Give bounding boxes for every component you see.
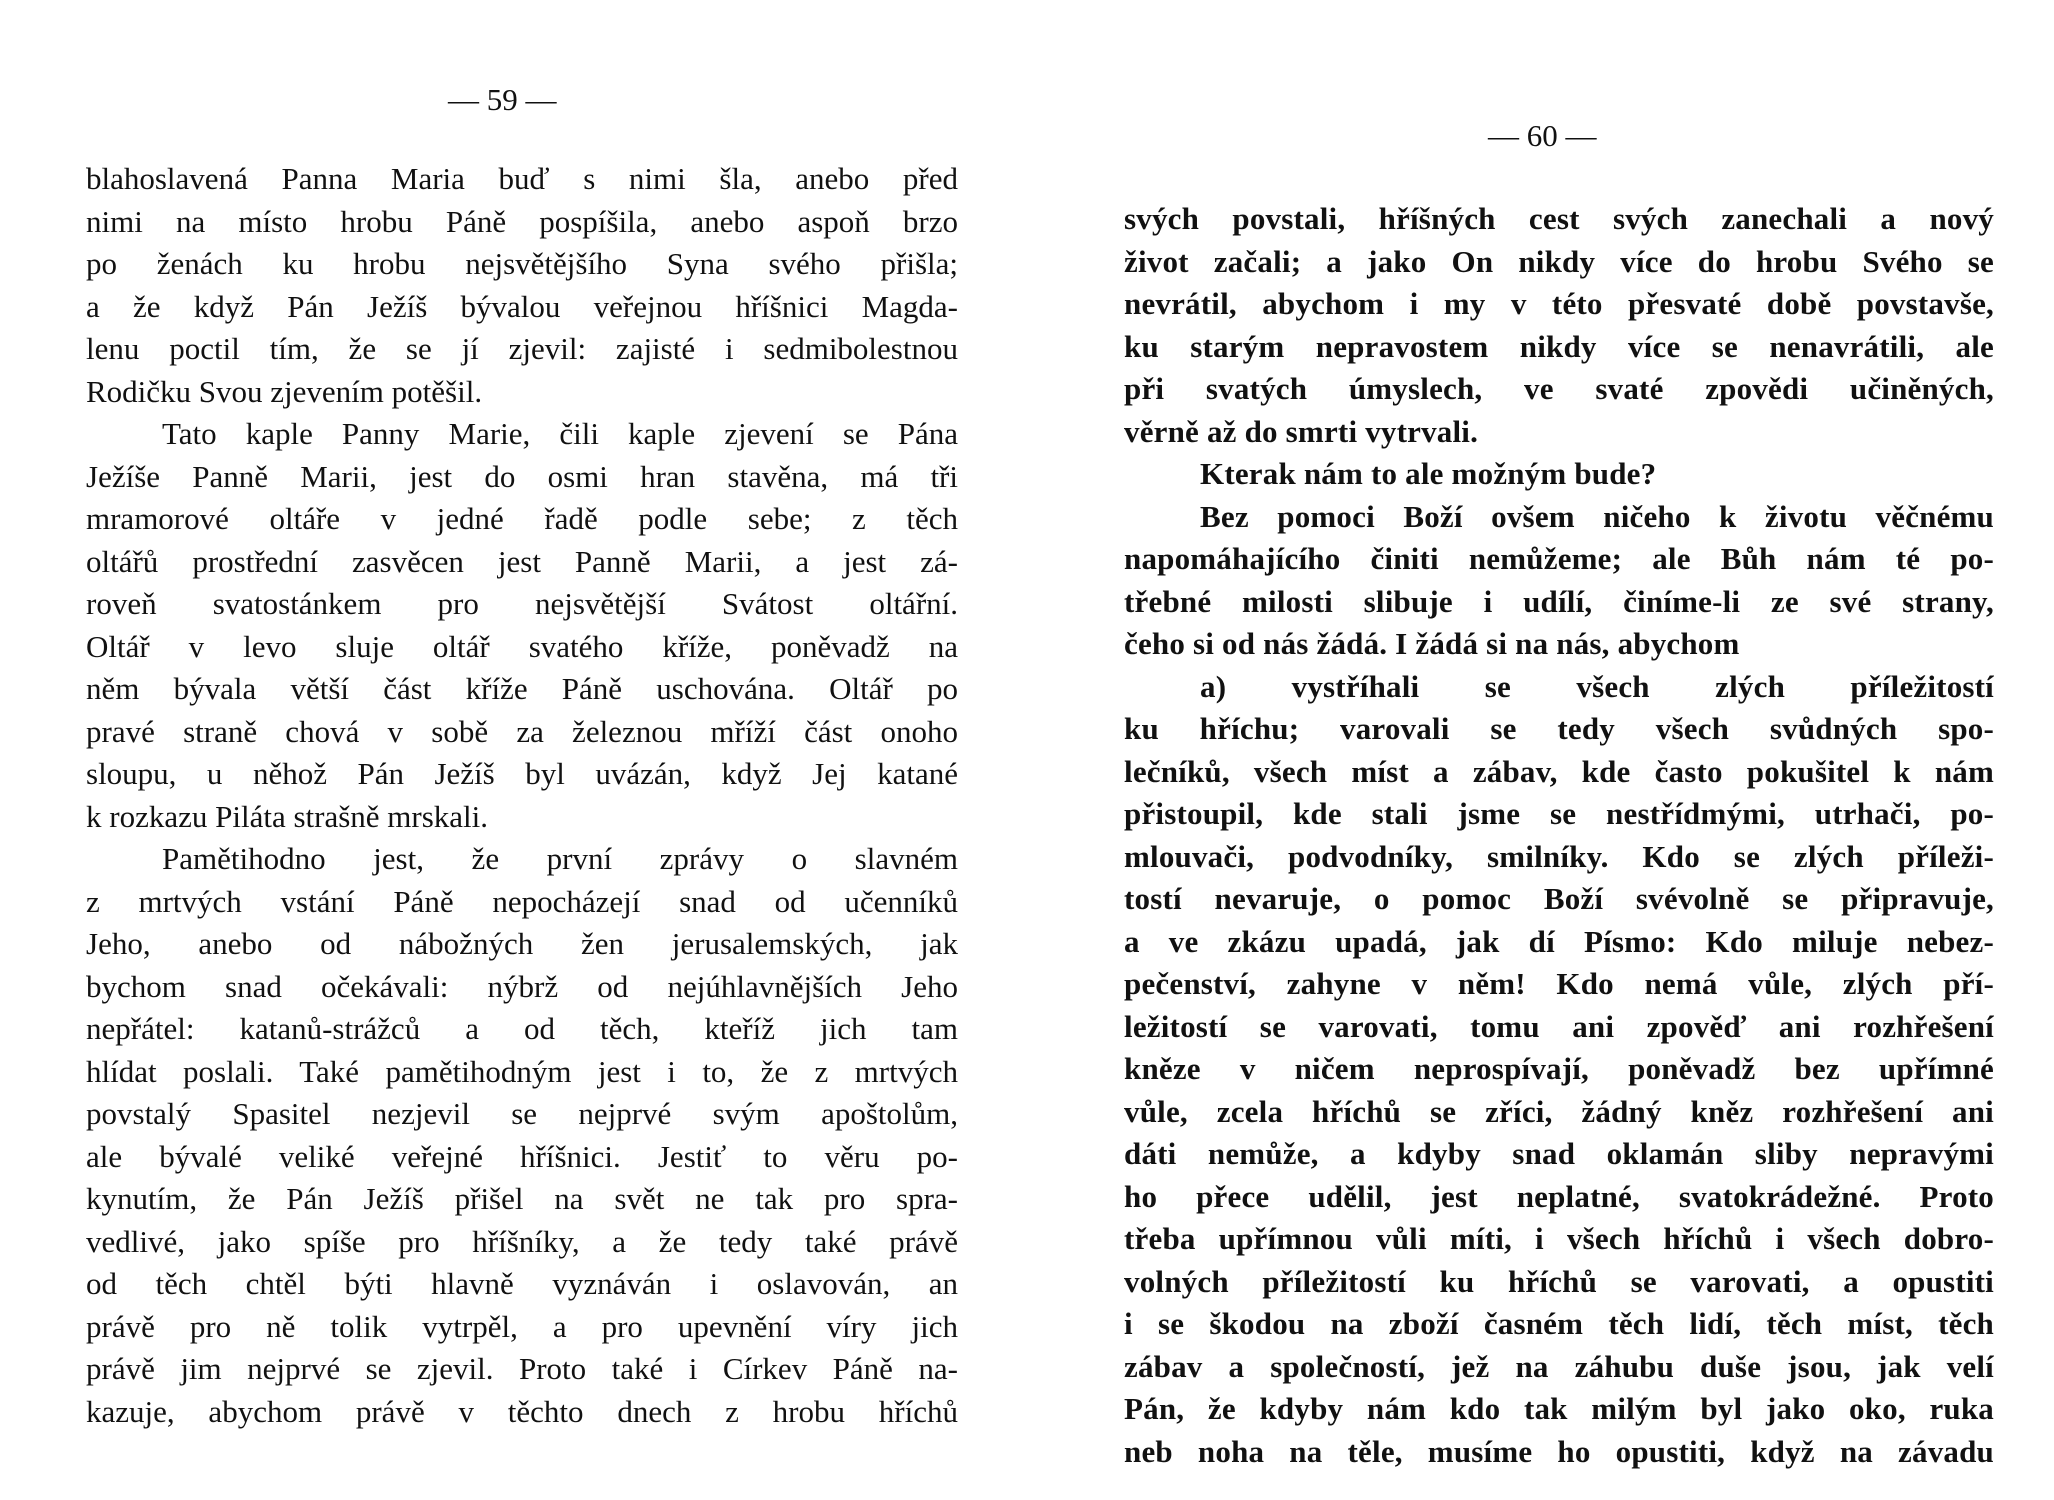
text-line: bychom snad očekávali: nýbrž od nejúhlavnějších Jeho bbox=[86, 968, 958, 1004]
text-line: ale bývalé veliké veřejné hříšnici. Jestiť to věru po- bbox=[86, 1138, 958, 1174]
text-line: blahoslavená Panna Maria buď s nimi šla, anebo před bbox=[86, 161, 958, 196]
text-line: pečenství, zahyne v něm! Kdo nemá vůle, zlých pří- bbox=[1124, 966, 1994, 1001]
text-line: po ženách ku hrobu nejsvětějšího Syna svého přišla; bbox=[86, 246, 958, 281]
text-line: a) vystříhali se všech zlých příležitostí bbox=[1200, 668, 1994, 704]
text-line: tostí nevaruje, o pomoc Boží svévolně se připravuje, bbox=[1124, 881, 1994, 916]
text-line: Oltář v levo sluje oltář svatého kříže, poněvadž na bbox=[86, 628, 958, 664]
text-line: kazuje, abychom právě v těchto dnech z hrobu hříchů bbox=[86, 1393, 958, 1429]
text-body bbox=[86, 158, 958, 1433]
text-line: povstalý Spasitel nezjevil se nejprvé svým apoštolům, bbox=[86, 1096, 958, 1131]
text-line: z mrtvých vstání Páně nepocházejí snad od učenníků bbox=[86, 883, 958, 919]
text-line: i se škodou na zboží časném těch lidí, těch míst, těch bbox=[1124, 1306, 1994, 1341]
text-line: lenu poctil tím, že se jí zjevil: zajisté i sedmibolestnou bbox=[86, 331, 958, 366]
text-line: roveň svatostánkem pro nejsvětější Svátost oltářní. bbox=[86, 586, 958, 621]
text-line: kněze v ničem neprospívají, poněvadž bez upřímné bbox=[1124, 1051, 1994, 1086]
text-line: a ve zkázu upadá, jak dí Písmo: Kdo miluje nebez- bbox=[1124, 923, 1994, 959]
text-line: neb noha na těle, musíme ho opustiti, když na závadu bbox=[1124, 1433, 1994, 1469]
text-line: sloupu, u něhož Pán Ježíš byl uvázán, když Jej katané bbox=[86, 756, 958, 791]
text-line: kynutím, že Pán Ježíš přišel na svět ne tak pro spra- bbox=[86, 1181, 958, 1216]
text-line: Kterak nám to ale možným bude? bbox=[1200, 456, 1657, 491]
text-line: oltářů prostřední zasvěcen jest Panně Marii, a jest zá- bbox=[86, 543, 958, 579]
text-line: nimi na místo hrobu Páně pospíšila, anebo aspoň brzo bbox=[86, 203, 958, 239]
text-line: vedlivé, jako spíše pro hříšníky, a že tedy také právě bbox=[86, 1223, 958, 1259]
text-line: mramorové oltáře v jedné řadě podle sebe; z těch bbox=[86, 501, 958, 536]
text-line: mlouvači, podvodníky, smilníky. Kdo se zlých příleži- bbox=[1124, 838, 1994, 874]
text-line: volných příležitostí ku hříchů se varovati, a opustiti bbox=[1124, 1263, 1994, 1299]
text-line: Ježíše Panně Marii, jest do osmi hran stavěna, má tři bbox=[86, 458, 958, 494]
text-line: třeba upřímnou vůli míti, i všech hříchů i všech dobro- bbox=[1124, 1221, 1994, 1256]
text-line: zábav a společností, jež na záhubu duše jsou, jak velí bbox=[1124, 1348, 1994, 1384]
text-line: čeho si od nás žádá. I žádá si na nás, abychom bbox=[1124, 626, 1740, 661]
text-line: ležitostí se varovati, tomu ani zpověď ani rozhřešení bbox=[1124, 1008, 1994, 1044]
text-line: při svatých úmyslech, ve svaté zpovědi učiněných, bbox=[1124, 371, 1994, 406]
text-line: k rozkazu Piláta strašně mrskali. bbox=[86, 798, 489, 834]
text-line: ho přece udělil, jest neplatné, svatokrádežné. Proto bbox=[1124, 1178, 1994, 1214]
text-line: právě jim nejprvé se zjevil. Proto také i Církev Páně na- bbox=[86, 1351, 958, 1386]
text-line: něm bývala větší část kříže Páně uschována. Oltář po bbox=[86, 671, 958, 706]
text-line: Rodičku Svou zjevením potěšil. bbox=[86, 373, 483, 409]
text-line: Jeho, anebo od nábožných žen jerusalemských, jak bbox=[86, 926, 958, 961]
text-line: věrně až do smrti vytrvali. bbox=[1124, 413, 1479, 449]
text-line: Pamětihodno jest, že první zprávy o slavném bbox=[162, 841, 958, 876]
text-line: a že když Pán Ježíš bývalou veřejnou hříšnici Magda- bbox=[86, 288, 958, 324]
text-line: svých povstali, hříšných cest svých zanechali a nový bbox=[1124, 201, 1994, 236]
text-line: život začali; a jako On nikdy více do hrobu Svého se bbox=[1124, 243, 1994, 279]
text-line: ku hříchu; varovali se tedy všech svůdných spo- bbox=[1124, 711, 1994, 746]
page-number: — 59 — bbox=[448, 82, 557, 117]
text-line: hlídat poslali. Také pamětihodným jest i to, že z mrtvých bbox=[86, 1053, 958, 1089]
text-line: lečníků, všech míst a zábav, kde často pokušitel k nám bbox=[1124, 753, 1994, 789]
text-line: nevrátil, abychom i my v této přesvaté době povstavše, bbox=[1124, 286, 1994, 321]
text-line: Bez pomoci Boží ovšem ničeho k životu věčnému bbox=[1200, 498, 1994, 534]
page-number: — 60 — bbox=[1488, 118, 1597, 153]
text-line: nepřátel: katanů-strážců a od těch, kteříž jich tam bbox=[86, 1011, 958, 1046]
text-line: ku starým nepravostem nikdy více se nenavrátili, ale bbox=[1124, 328, 1994, 364]
text-line: pravé straně chová v sobě za železnou mříží část onoho bbox=[86, 713, 958, 749]
text-line: třebné milosti slibuje i udílí, činíme-li ze své strany, bbox=[1124, 583, 1994, 619]
text-line: napomáhajícího činiti nemůžeme; ale Bůh nám té po- bbox=[1124, 541, 1994, 576]
text-line: Pán, že kdyby nám kdo tak milým byl jako oko, ruka bbox=[1124, 1391, 1994, 1426]
text-line: dáti nemůže, a kdyby snad oklamán sliby nepravými bbox=[1124, 1136, 1994, 1171]
text-line: Tato kaple Panny Marie, čili kaple zjevení se Pána bbox=[162, 416, 958, 451]
text-line: právě pro ně tolik vytrpěl, a pro upevnění víry jich bbox=[86, 1308, 958, 1344]
text-line: vůle, zcela hříchů se zříci, žádný kněz rozhřešení ani bbox=[1124, 1093, 1994, 1129]
text-line: od těch chtěl býti hlavně vyznáván i oslavován, an bbox=[86, 1266, 958, 1301]
text-line: přistoupil, kde stali jsme se nestřídmými, utrhači, po- bbox=[1124, 796, 1994, 831]
text-body bbox=[1124, 198, 1994, 1473]
